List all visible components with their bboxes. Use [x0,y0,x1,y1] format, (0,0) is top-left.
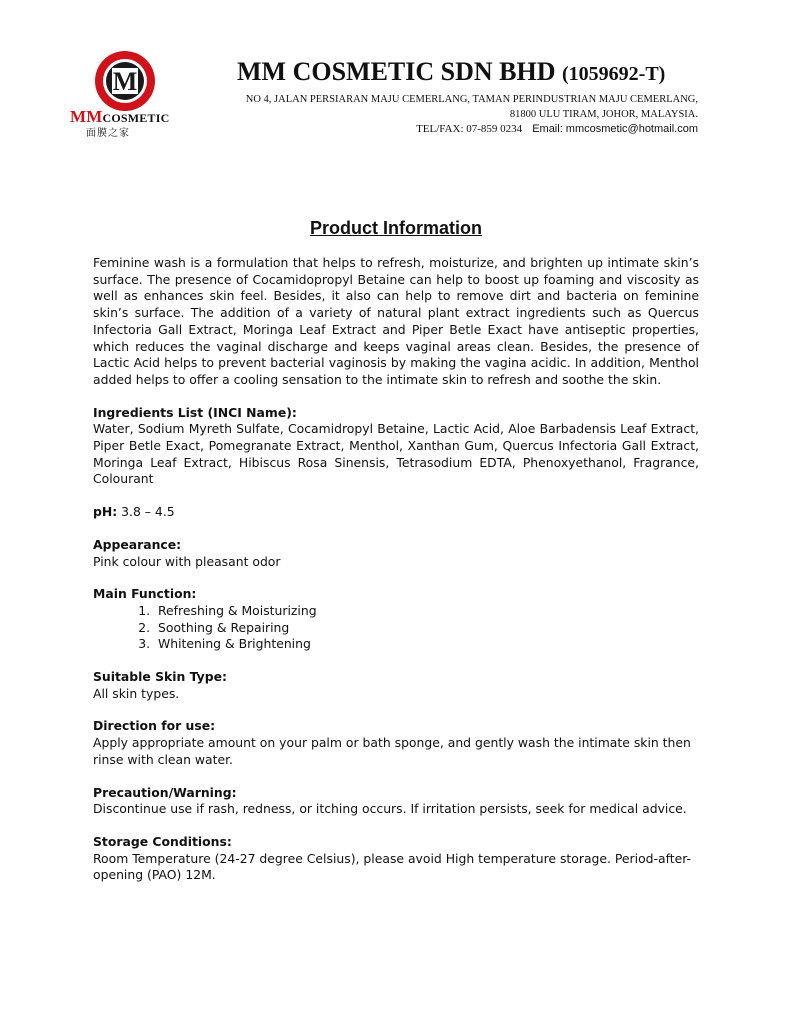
list-item: 1. Refreshing & Moisturizing [154,603,699,620]
logo-brand-cosmetic: COSMETIC [102,111,170,125]
ingredients-heading: Ingredients List (INCI Name): [93,404,297,420]
ph-line [93,504,699,521]
list-item: 2. Soothing & Repairing [154,620,699,637]
storage-text: Room Temperature (24-27 degree Celsius), please avoid High temperature storage. Period-after-opening (PAO) 12M. [93,850,691,883]
address-line-2: 81800 ULU TIRAM, JOHOR, MALAYSIA. [509,109,698,120]
email-address: Email: mmcosmetic@hotmail.com [532,123,698,135]
storage-heading: Storage Conditions: [93,833,232,849]
list-item: 3. Whitening & Brightening [154,636,699,653]
main-function-heading: Main Function: [93,586,197,602]
ph-value: 3.8 – 4.5 [121,504,175,520]
direction-heading: Direction for use: [93,718,216,734]
logo-brand-mm: MM [70,107,103,126]
appearance-text: Pink colour with pleasant odor [93,553,281,569]
address-line-1: NO 4, JALAN PERSIARAN MAJU CEMERLANG, TAMAN PERINDUSTRIAN MAJU CEMERLANG, [245,94,698,105]
precaution-heading: Precaution/Warning: [93,784,237,800]
skin-type-heading: Suitable Skin Type: [93,669,227,685]
page-title: Product Information [310,218,482,238]
document-body [93,255,699,884]
company-name: MM COSMETIC SDN BHD (1059692-T) [237,57,666,86]
skin-type-text: All skin types. [93,685,180,701]
ph-label: pH: [93,504,118,520]
ingredients-text: Water, Sodium Myreth Sulfate, Cocamidropyl Betaine, Lactic Acid, Aloe Barbadensis Leaf Extract, Piper Betle Exact, Pomegranate Extract, Menthol, Xanthan Gum, Quercus Infectoria Gall Extract, Moringa Leaf Extract, Hibiscus Rosa Sinensis, Tetrasodium EDTA, Phenoxyethanol, Fragrance, Colourant [93,421,699,487]
precaution-text: Discontinue use if rash, redness, or itching occurs. If irritation persists, seek for medical advice. [93,801,687,817]
logo-chinese-text: 面膜之家 [86,128,130,139]
main-function-list [93,603,699,653]
appearance-heading: Appearance: [93,536,182,552]
intro-paragraph: Feminine wash is a formulation that helps to refresh, moisturize, and brighten up intimate skin’s surface. The presence of Cocamidopropyl Betaine can help to boost up foaming and viscosity as well as enhances skin feel. Besides, it also can help to remove dirt and bacteria on feminine skin’s surface. The addition of a variety of natural plant extract ingredients such as Quercus Infectoria Gall Extract, Moringa Leaf Extract and Piper Betle Exact have antiseptic properties, which reduces the vaginal discharge and keeps vaginal areas clean. Besides, the presence of Lactic Acid helps to prevent bacterial vaginosis by making the vagina acidic. In addition, Menthol added helps to offer a cooling sensation to the intimate skin to refresh and soothe the skin. [93,255,699,387]
tel-fax: TEL/FAX: 07-859 0234 [416,123,523,135]
contact-line [416,123,698,135]
logo-letter: M [112,67,138,96]
direction-text: Apply appropriate amount on your palm or bath sponge, and gently wash the intimate skin then rinse with clean water. [93,735,691,767]
company-logo-icon [94,50,156,112]
company-registration: (1059692-T) [562,63,666,85]
